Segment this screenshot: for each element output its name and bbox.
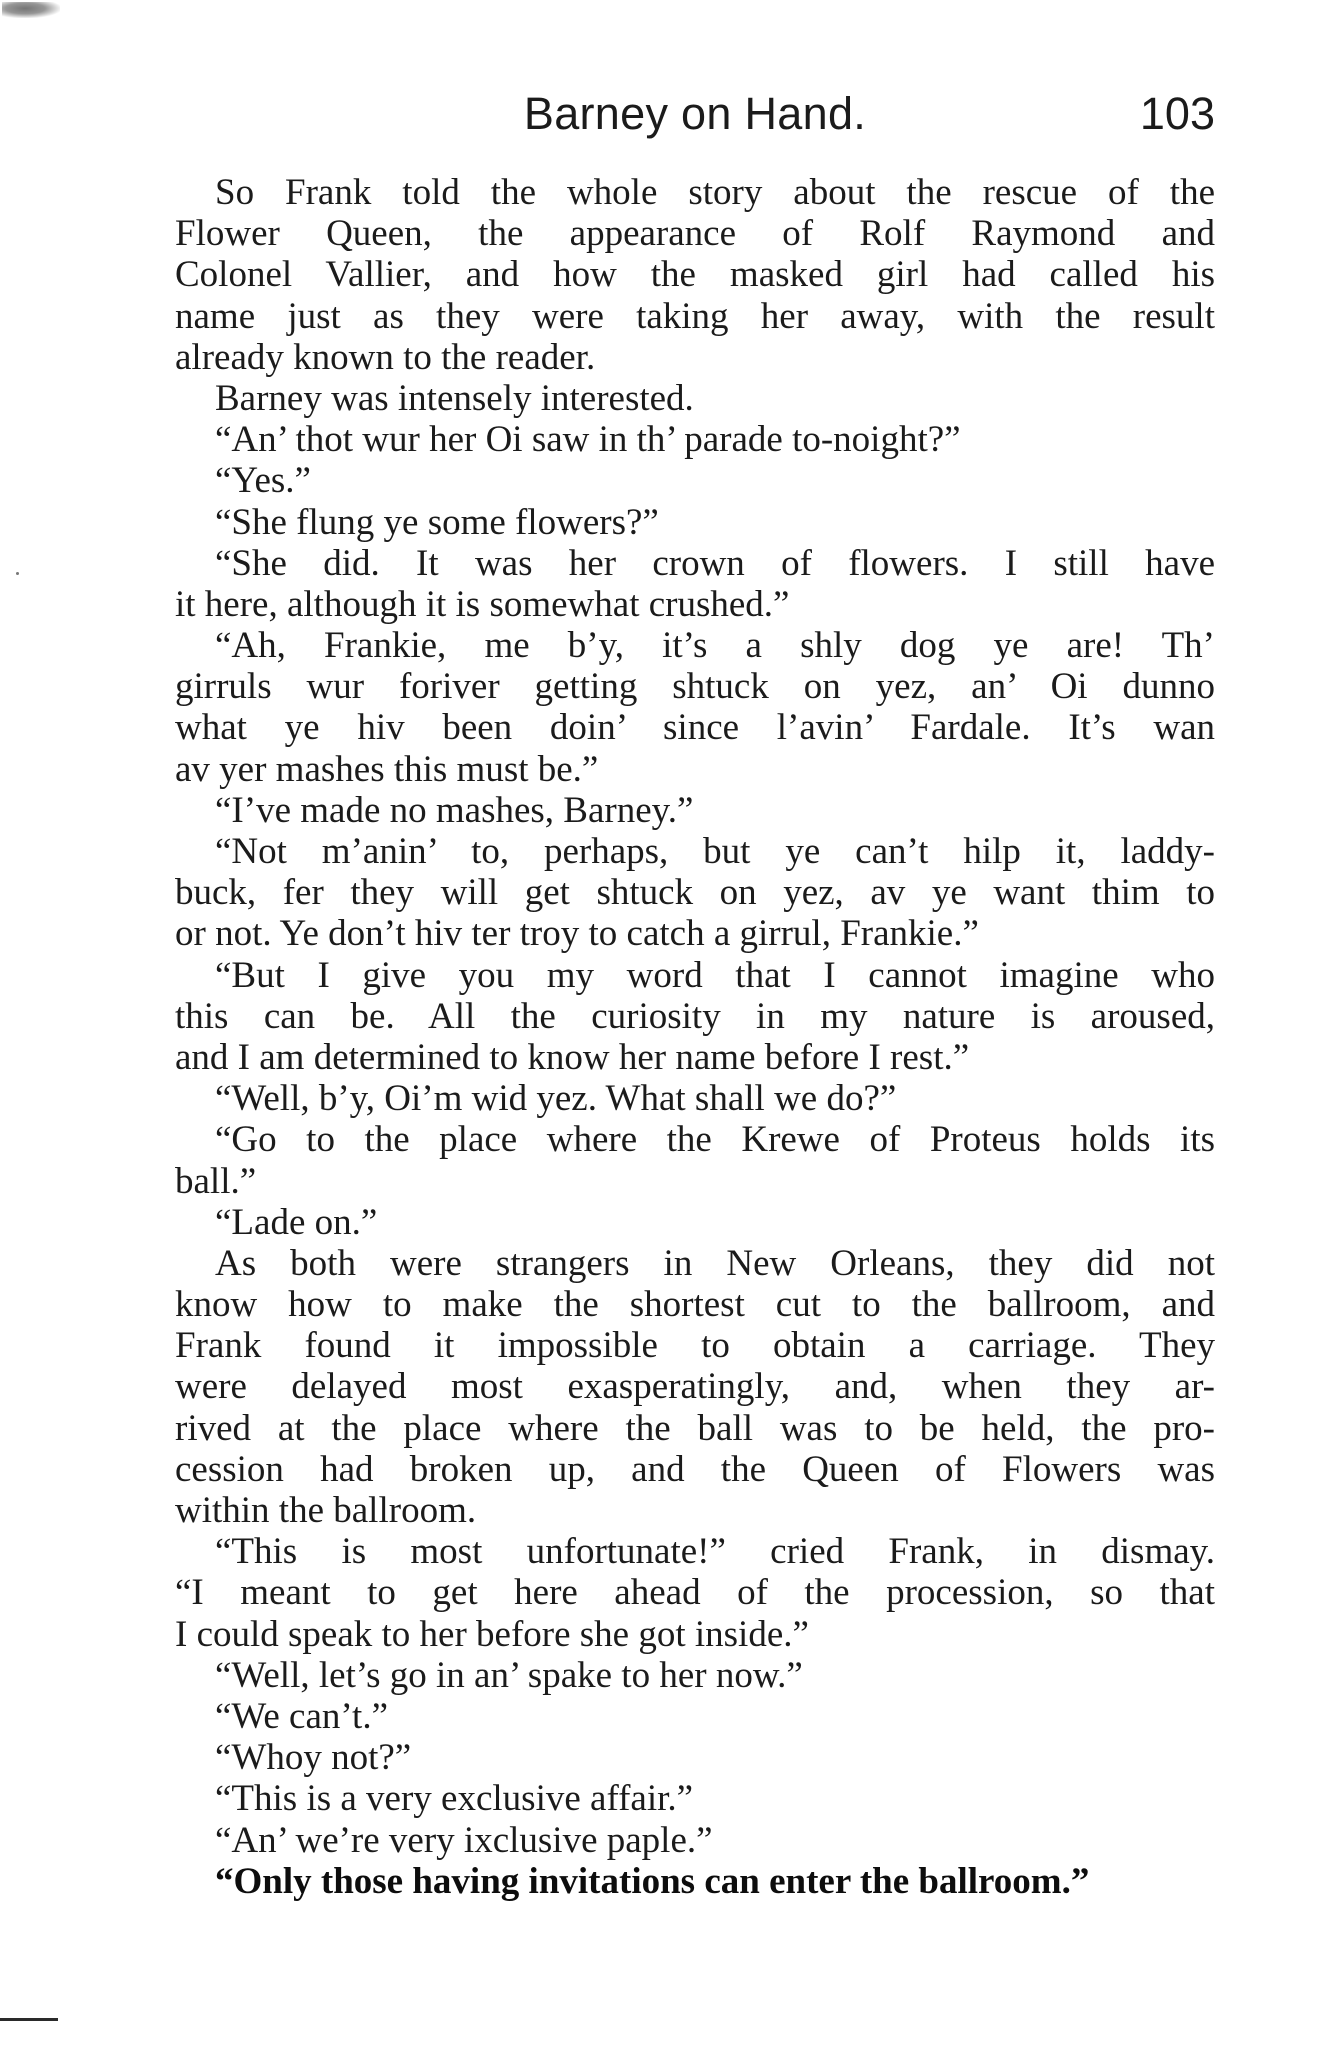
text-line: it here, although it is somewhat crushed.”: [175, 583, 790, 625]
text-line: Colonel Vallier, and how the masked girl had called his: [175, 254, 1215, 296]
print-speck: [2, 2, 60, 18]
page-edge-mark: [0, 2018, 58, 2021]
text-line: “Whoy not?”: [215, 1737, 412, 1779]
text-line: As both were strangers in New Orleans, they did not: [215, 1242, 1215, 1284]
text-line: I could speak to her before she got inside.”: [175, 1613, 809, 1655]
text-line: cession had broken up, and the Queen of Flowers was: [175, 1448, 1215, 1490]
text-line: what ye hiv been doin’ since l’avin’ Fardale. It’s wan: [175, 707, 1215, 749]
text-line: “I meant to get here ahead of the procession, so that: [175, 1572, 1215, 1614]
text-line: “Well, let’s go in an’ spake to her now.”: [215, 1654, 803, 1696]
text-line: “Only those having invitations can enter the ballroom.”: [215, 1860, 1090, 1902]
text-line: already known to the reader.: [175, 336, 596, 378]
text-line: or not. Ye don’t hiv ter troy to catch a girrul, Frankie.”: [175, 913, 979, 955]
running-header: [175, 88, 1215, 148]
text-line: “But I give you my word that I cannot imagine who: [215, 954, 1215, 996]
text-line: girruls wur foriver getting shtuck on yez, an’ Oi dunno: [175, 666, 1215, 708]
chapter-title: Barney on Hand.: [523, 88, 867, 139]
text-line: this can be. All the curiosity in my nature is aroused,: [175, 995, 1215, 1037]
text-line: rived at the place where the ball was to be held, the pro-: [175, 1407, 1215, 1449]
text-line: name just as they were taking her away, with the result: [175, 295, 1215, 337]
text-line: “She did. It was her crown of flowers. I still have: [215, 542, 1215, 584]
text-line: “Well, b’y, Oi’m wid yez. What shall we do?”: [215, 1078, 897, 1120]
text-line: “Not m’anin’ to, perhaps, but ye can’t hilp it, laddy-: [215, 831, 1215, 872]
text-line: “This is most unfortunate!” cried Frank, in dismay.: [215, 1531, 1215, 1573]
text-line: “I’ve made no mashes, Barney.”: [215, 789, 694, 831]
text-line: “This is a very exclusive affair.”: [215, 1778, 694, 1820]
text-line: within the ballroom.: [175, 1490, 477, 1531]
text-line: Flower Queen, the appearance of Rolf Raymond and: [175, 213, 1215, 255]
text-line: Frank found it impossible to obtain a carriage. They: [175, 1325, 1215, 1367]
text-line: know how to make the shortest cut to the ballroom, and: [175, 1284, 1215, 1326]
text-line: “An’ we’re very ixclusive paple.”: [215, 1819, 713, 1861]
text-line: “An’ thot wur her Oi saw in th’ parade to-noight?”: [215, 419, 961, 461]
text-line: av yer mashes this must be.”: [175, 748, 599, 790]
text-line: ball.”: [175, 1160, 257, 1202]
text-line: Barney was intensely interested.: [215, 377, 694, 419]
text-line: So Frank told the whole story about the rescue of the: [215, 172, 1215, 213]
text-line: “Go to the place where the Krewe of Proteus holds its: [215, 1119, 1215, 1161]
text-line: and I am determined to know her name before I rest.”: [175, 1036, 970, 1078]
body-text: [175, 172, 1215, 1902]
print-dot: [16, 572, 19, 575]
text-line: were delayed most exasperatingly, and, when they ar-: [175, 1366, 1215, 1408]
text-line: “Yes.”: [215, 460, 311, 502]
text-line: “Ah, Frankie, me b’y, it’s a shly dog ye are! Th’: [215, 625, 1215, 667]
text-line: buck, fer they will get shtuck on yez, av ye want thim to: [175, 872, 1215, 914]
text-line: “Lade on.”: [215, 1201, 378, 1243]
text-line: “We can’t.”: [215, 1695, 389, 1737]
text-line: “She flung ye some flowers?”: [215, 501, 659, 543]
page-number: 103: [1139, 88, 1215, 139]
